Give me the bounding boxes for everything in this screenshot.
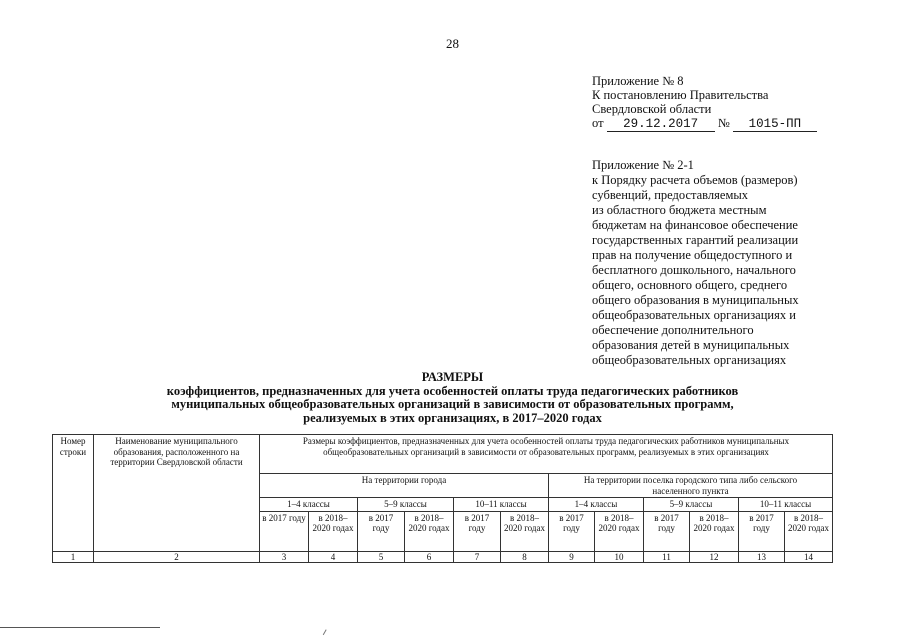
column-number: 7	[454, 551, 501, 562]
header-row-number: Номер строки	[53, 435, 94, 552]
header-year-2018-2020: в 2018–2020 годах	[785, 511, 833, 551]
column-number: 11	[644, 551, 690, 562]
appendix-2-1-line: Приложение № 2-1	[592, 158, 694, 172]
header-coefficient-sizes: Размеры коэффициентов, предназначенных для учета особенностей оплаты труда педагогических работников муниципальных общеобразовательных организаций в зависимости от образовательных программ, реализуемых в этих организациях	[260, 435, 833, 474]
header-year-2018-2020: в 2018–2020 годах	[501, 511, 549, 551]
title-subline: коэффициентов, предназначенных для учета особенностей оплаты труда педагогических работников	[166, 383, 739, 398]
column-number: 5	[358, 551, 405, 562]
appendix-2-1-line: из областного бюджета местным	[592, 203, 767, 217]
column-number: 4	[309, 551, 358, 562]
header-year-2018-2020: в 2018–2020 годах	[405, 511, 454, 551]
appendix-2-1-line: государственных гарантий реализации	[592, 233, 799, 247]
appendix-2-1-line: общеобразовательных организациях и	[592, 308, 796, 322]
header-territory-city: На территории города	[260, 474, 549, 498]
appendix-2-1-line: бюджетам на финансовое обеспечение	[592, 218, 798, 232]
header-grades: 10–11 классы	[739, 498, 833, 512]
column-number: 10	[595, 551, 644, 562]
appendix-2-1-line: общего, основного общего, среднего	[592, 278, 788, 292]
resolution-date: 29.12.2017	[607, 118, 715, 132]
header-year-2017: в 2017 году	[358, 511, 405, 551]
appendix-8-block	[592, 74, 852, 132]
header-grades: 1–4 классы	[260, 498, 358, 512]
column-number: 8	[501, 551, 549, 562]
resolution-number: 1015-ПП	[733, 118, 817, 132]
appendix-2-1-block	[592, 158, 842, 368]
appendix-2-1-line: к Порядку расчета объемов (размеров)	[592, 173, 798, 187]
page-number: 28	[446, 36, 459, 51]
number-label: №	[717, 116, 730, 130]
header-year-2017: в 2017 году	[549, 511, 595, 551]
appendix-8-resolution: К постановлению Правительства	[592, 88, 769, 102]
appendix-2-1-line: образования детей в муниципальных	[592, 338, 790, 352]
column-number: 13	[739, 551, 785, 562]
header-year-2017: в 2017 году	[454, 511, 501, 551]
column-number: 1	[53, 551, 94, 562]
appendix-2-1-line: бесплатного дошкольного, начального	[592, 263, 796, 277]
header-year-2017: в 2017 году	[644, 511, 690, 551]
appendix-2-1-line: обеспечение дополнительного	[592, 323, 754, 337]
title-heading: РАЗМЕРЫ	[421, 370, 484, 384]
appendix-8-region: Свердловской области	[592, 102, 712, 116]
appendix-2-1-line: общего образования в муниципальных	[592, 293, 799, 307]
header-year-2018-2020: в 2018–2020 годах	[690, 511, 739, 551]
table-header-row	[53, 435, 833, 474]
footnote-separator	[0, 627, 160, 628]
column-numbers-row	[53, 551, 833, 562]
appendix-2-1-line: общеобразовательных организациях	[592, 353, 787, 367]
header-grades: 5–9 классы	[644, 498, 739, 512]
column-number: 12	[690, 551, 739, 562]
appendix-8-date-number-row	[592, 116, 852, 132]
appendix-2-1-line: субвенций, предоставляемых	[592, 188, 748, 202]
header-grades: 5–9 классы	[358, 498, 454, 512]
header-territory-settlement: На территории поселка городского типа либо сельского населенного пункта	[549, 474, 833, 498]
from-label: от	[592, 116, 604, 130]
column-number: 6	[405, 551, 454, 562]
column-number: 2	[94, 551, 260, 562]
column-number: 14	[785, 551, 833, 562]
appendix-2-1-line: прав на получение общедоступного и	[592, 248, 793, 262]
coefficients-table	[52, 434, 833, 563]
document-title	[0, 371, 905, 425]
header-grades: 1–4 классы	[549, 498, 644, 512]
header-year-2017: в 2017 году	[739, 511, 785, 551]
scan-mark	[323, 629, 329, 636]
column-number: 9	[549, 551, 595, 562]
appendix-8-title: Приложение № 8	[592, 74, 684, 88]
header-municipality: Наименование муниципального образования, расположенного на территории Свердловской области	[94, 435, 260, 552]
header-year-2018-2020: в 2018–2020 годах	[309, 511, 358, 551]
header-grades: 10–11 классы	[454, 498, 549, 512]
column-number: 3	[260, 551, 309, 562]
header-year-2017: в 2017 году	[260, 511, 309, 551]
title-subline: реализуемых в этих организациях, в 2017–2020 годах	[303, 410, 602, 425]
header-year-2018-2020: в 2018–2020 годах	[595, 511, 644, 551]
title-subline: муниципальных общеобразовательных организаций в зависимости от образовательных программ,	[171, 397, 734, 411]
